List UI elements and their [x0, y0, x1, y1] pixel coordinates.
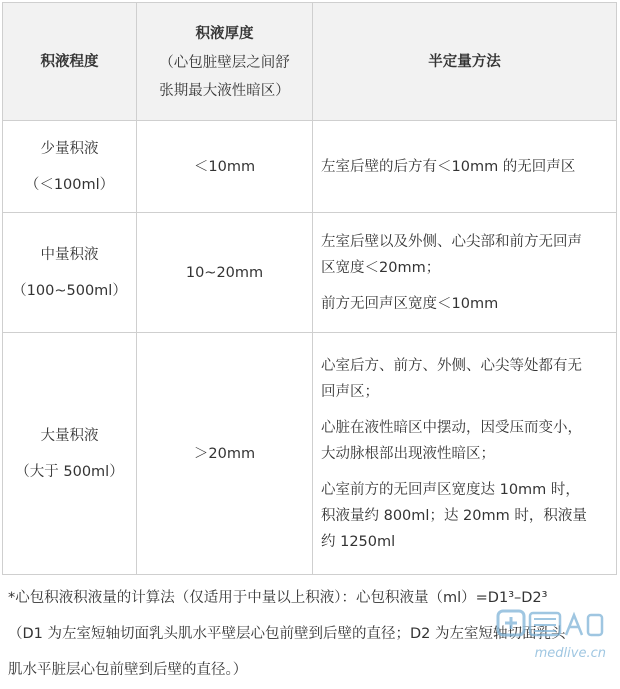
volume-label: （100~500ml） [12, 282, 127, 299]
method-line: 积液量约 800ml；达 20mm 时，积液量 [321, 507, 587, 524]
pericardial-effusion-table [2, 2, 617, 575]
method-line: 左室后壁以及外侧、心尖部和前方无回声 [321, 233, 582, 250]
method-line: 大动脉根部出现液性暗区； [321, 445, 495, 462]
method-line: 回声区； [321, 383, 379, 400]
method-line: 心室前方的无回声区宽度达 10mm 时， [321, 481, 580, 498]
degree-label: 少量积液 [40, 140, 99, 157]
header-thickness-title: 积液厚度 [195, 25, 254, 42]
footnote-line: 肌水平脏层心包前壁到后壁的直径。） [8, 662, 248, 678]
method-line: 约 1250ml [321, 533, 396, 550]
method-cell [313, 121, 617, 213]
method-cell [313, 333, 617, 575]
volume-label: （大于 500ml） [15, 463, 124, 480]
medlive-logo-icon [496, 607, 606, 641]
degree-cell [3, 121, 137, 213]
header-thickness [137, 3, 313, 121]
table-row [3, 121, 617, 213]
thickness-cell: 10~20mm [137, 213, 313, 333]
method-line: 心脏在液性暗区中摆动，因受压而变小， [321, 419, 582, 436]
method-cell [313, 213, 617, 333]
header-degree: 积液程度 [3, 3, 137, 121]
degree-cell [3, 333, 137, 575]
header-method: 半定量方法 [313, 3, 617, 121]
footnote-line: （D1 为左室短轴切面乳头肌水平壁层心包前壁到后壁的直径；D2 为左室短轴切面乳头 [8, 626, 566, 642]
table-row [3, 333, 617, 575]
footnote-line: *心包积液积液量的计算法（仅适用于中量以上积液）：心包积液量（ml）=D1³–D2³ [8, 590, 548, 606]
degree-cell [3, 213, 137, 333]
header-thickness-sub1: （心包脏壁层之间舒 [159, 54, 290, 71]
table-row [3, 213, 617, 333]
thickness-cell: ＜10mm [137, 121, 313, 213]
medlive-watermark [496, 607, 606, 661]
table-header-row [3, 3, 617, 121]
watermark-text: medlive.cn [534, 646, 606, 661]
volume-label: （＜100ml） [24, 176, 115, 193]
degree-label: 大量积液 [40, 427, 99, 444]
method-line: 区宽度＜20mm； [321, 259, 441, 276]
degree-label: 中量积液 [40, 246, 99, 263]
method-line: 前方无回声区宽度＜10mm [321, 295, 499, 312]
thickness-cell: ＞20mm [137, 333, 313, 575]
header-thickness-sub2: 张期最大液性暗区） [159, 82, 290, 99]
method-line: 左室后壁的后方有＜10mm 的无回声区 [321, 158, 576, 175]
method-line: 心室后方、前方、外侧、心尖等处都有无 [321, 357, 582, 374]
